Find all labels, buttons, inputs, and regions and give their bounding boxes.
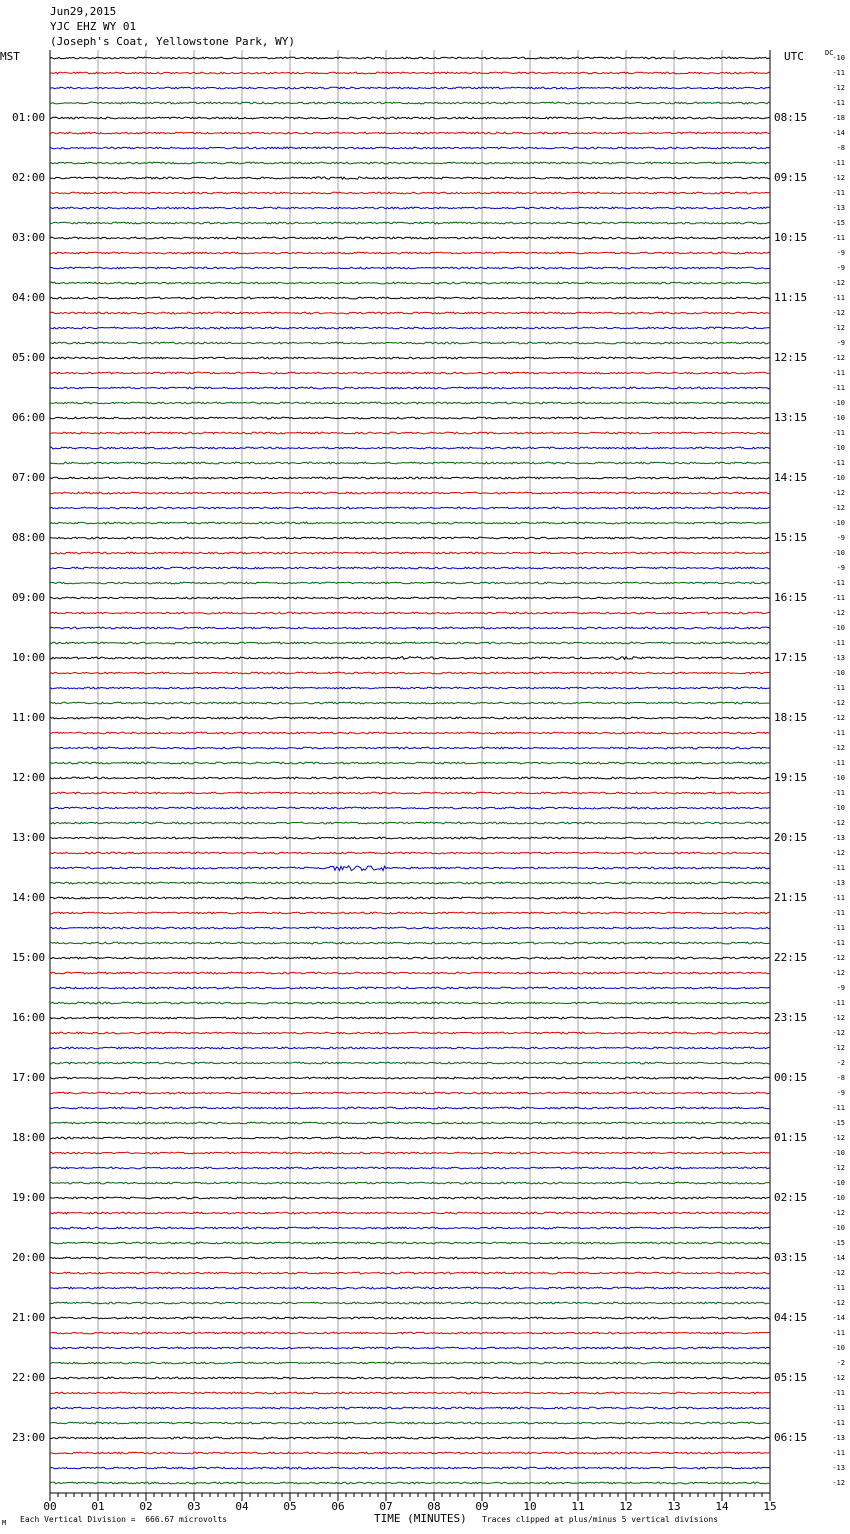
trace-64	[50, 1017, 770, 1019]
trace-21	[50, 372, 770, 374]
right-hour-label: 01:15	[774, 1131, 808, 1144]
left-hour-label: 14:00	[12, 891, 46, 904]
trace-5	[50, 132, 770, 134]
trace-39	[50, 642, 770, 644]
trace-88	[50, 1377, 770, 1379]
dc-offset-label: -12	[832, 1014, 845, 1022]
trace-74	[50, 1167, 770, 1169]
trace-83	[50, 1302, 770, 1304]
x-tick-label: 07	[379, 1500, 393, 1513]
right-hour-label: 19:15	[774, 771, 808, 784]
dc-offset-label: -9	[836, 534, 845, 542]
trace-49	[50, 792, 770, 794]
trace-50	[50, 807, 770, 809]
dc-offset-label: -10	[832, 804, 845, 812]
dc-offset-label: -12	[832, 1479, 845, 1487]
dc-offset-label: -11	[832, 159, 845, 167]
right-hour-label: 06:15	[774, 1431, 808, 1444]
trace-40	[50, 657, 770, 660]
trace-42	[50, 687, 770, 689]
dc-offset-label: -12	[832, 1134, 845, 1142]
trace-58	[50, 927, 770, 929]
right-hour-label: 23:15	[774, 1011, 808, 1024]
dc-offset-label: -12	[832, 354, 845, 362]
trace-3	[50, 102, 770, 104]
trace-51	[50, 822, 770, 824]
left-hour-label: 03:00	[12, 231, 46, 244]
trace-34	[50, 567, 770, 569]
trace-9	[50, 192, 770, 194]
dc-offset-label: -12	[832, 699, 845, 707]
trace-61	[50, 972, 770, 974]
trace-68	[50, 1077, 770, 1079]
dc-offset-label: -10	[832, 549, 845, 557]
trace-65	[50, 1032, 770, 1034]
left-hour-label: 05:00	[12, 351, 46, 364]
left-hour-label: 08:00	[12, 531, 46, 544]
dc-offset-label: -10	[832, 669, 845, 677]
dc-offset-label: -12	[832, 309, 845, 317]
trace-27	[50, 462, 770, 464]
left-hour-label: 21:00	[12, 1311, 46, 1324]
trace-17	[50, 312, 770, 314]
trace-18	[50, 327, 770, 329]
dc-offset-label: -11	[832, 429, 845, 437]
right-hour-label: 08:15	[774, 111, 808, 124]
trace-93	[50, 1452, 770, 1454]
right-hour-label: 22:15	[774, 951, 808, 964]
dc-offset-label: -9	[836, 984, 845, 992]
left-hour-label: 11:00	[12, 711, 46, 724]
right-hour-label: 03:15	[774, 1251, 808, 1264]
dc-offset-label: -10	[832, 54, 845, 62]
dc-title: DC	[825, 49, 834, 57]
dc-offset-label: -9	[836, 564, 845, 572]
trace-47	[50, 762, 770, 764]
left-hour-label: 02:00	[12, 171, 46, 184]
trace-92	[50, 1437, 770, 1439]
dc-offset-label: -10	[832, 1149, 845, 1157]
trace-72	[50, 1137, 770, 1139]
dc-offset-label: -12	[832, 609, 845, 617]
dc-offset-label: -9	[836, 1089, 845, 1097]
dc-offset-label: -15	[832, 219, 845, 227]
trace-80	[50, 1257, 770, 1259]
dc-offset-label: -11	[832, 594, 845, 602]
trace-14	[50, 267, 770, 269]
dc-offset-label: -12	[832, 504, 845, 512]
trace-10	[50, 207, 770, 209]
dc-offset-label: -11	[832, 1419, 845, 1427]
dc-offset-label: -12	[832, 1209, 845, 1217]
dc-offset-label: -12	[832, 1029, 845, 1037]
trace-19	[50, 342, 770, 344]
x-tick-label: 03	[187, 1500, 201, 1513]
dc-offset-label: -12	[832, 954, 845, 962]
trace-85	[50, 1332, 770, 1334]
dc-offset-label: -11	[832, 579, 845, 587]
right-hour-label: 00:15	[774, 1071, 808, 1084]
trace-13	[50, 252, 770, 254]
dc-offset-label: -11	[832, 369, 845, 377]
trace-84	[50, 1317, 770, 1319]
trace-89	[50, 1392, 770, 1394]
dc-offset-label: -11	[832, 99, 845, 107]
dc-offset-label: -10	[832, 519, 845, 527]
x-tick-label: 06	[331, 1500, 345, 1513]
dc-offset-label: -11	[832, 1329, 845, 1337]
trace-95	[50, 1482, 770, 1484]
dc-offset-label: -13	[832, 879, 845, 887]
trace-11	[50, 222, 770, 224]
right-hour-label: 10:15	[774, 231, 808, 244]
x-tick-label: 00	[43, 1500, 57, 1513]
trace-25	[50, 432, 770, 434]
dc-offset-label: -12	[832, 1164, 845, 1172]
trace-43	[50, 702, 770, 704]
dc-offset-label: -11	[832, 459, 845, 467]
dc-offset-label: -12	[832, 1299, 845, 1307]
left-hour-label: 13:00	[12, 831, 46, 844]
trace-77	[50, 1212, 770, 1214]
dc-offset-label: -11	[832, 924, 845, 932]
right-hour-label: 02:15	[774, 1191, 808, 1204]
dc-offset-label: -11	[832, 789, 845, 797]
right-hour-label: 14:15	[774, 471, 808, 484]
left-hour-label: 17:00	[12, 1071, 46, 1084]
left-hour-label: 07:00	[12, 471, 46, 484]
trace-53	[50, 852, 770, 854]
left-hour-label: 16:00	[12, 1011, 46, 1024]
dc-offset-label: -12	[832, 714, 845, 722]
dc-offset-label: -12	[832, 279, 845, 287]
dc-offset-label: -10	[832, 1224, 845, 1232]
right-hour-label: 11:15	[774, 291, 808, 304]
right-hour-label: 04:15	[774, 1311, 808, 1324]
trace-86	[50, 1347, 770, 1349]
dc-offset-label: -11	[832, 1104, 845, 1112]
trace-6	[50, 147, 770, 149]
dc-offset-label: -10	[832, 1194, 845, 1202]
x-tick-label: 14	[715, 1500, 729, 1513]
trace-70	[50, 1107, 770, 1109]
dc-offset-label: -11	[832, 1449, 845, 1457]
dc-offset-label: -12	[832, 174, 845, 182]
dc-offset-label: -11	[832, 729, 845, 737]
right-hour-label: 16:15	[774, 591, 808, 604]
trace-54	[50, 866, 770, 871]
left-hour-label: 04:00	[12, 291, 46, 304]
trace-33	[50, 552, 770, 554]
dc-offset-label: -12	[832, 84, 845, 92]
trace-75	[50, 1182, 770, 1184]
trace-35	[50, 582, 770, 584]
division-note: Each Vertical Division = 666.67 microvolts	[20, 1515, 228, 1524]
right-axis-title: UTC	[784, 50, 804, 63]
x-tick-label: 04	[235, 1500, 249, 1513]
trace-15	[50, 282, 770, 284]
trace-12	[50, 237, 770, 239]
dc-offset-label: -11	[832, 1404, 845, 1412]
dc-offset-label: -11	[832, 864, 845, 872]
dc-offset-label: -15	[832, 1119, 845, 1127]
trace-73	[50, 1152, 770, 1154]
time-gridlines	[50, 50, 770, 1493]
trace-36	[50, 597, 770, 599]
dc-offset-label: -14	[832, 1254, 845, 1262]
trace-0	[50, 57, 770, 59]
dc-offset-label: -14	[832, 129, 845, 137]
trace-group	[50, 57, 770, 1484]
dc-offset-label: -10	[832, 774, 845, 782]
left-hour-label: 10:00	[12, 651, 46, 664]
dc-offset-label: -9	[836, 249, 845, 257]
dc-offset-label: -15	[832, 1239, 845, 1247]
dc-offset-label: -10	[832, 474, 845, 482]
trace-71	[50, 1122, 770, 1124]
dc-offset-label: -11	[832, 234, 845, 242]
dc-offset-label: -9	[836, 339, 845, 347]
station-code: YJC EHZ WY 01	[50, 20, 137, 33]
dc-offset-label: -11	[832, 759, 845, 767]
left-hour-label: 22:00	[12, 1371, 46, 1384]
right-hour-label: 12:15	[774, 351, 808, 364]
trace-78	[50, 1227, 770, 1229]
dc-offset-label: -11	[832, 999, 845, 1007]
time-axis	[43, 1493, 776, 1513]
clip-note: Traces clipped at plus/minus 5 vertical divisions	[482, 1515, 719, 1524]
dc-offset-label: -13	[832, 204, 845, 212]
dc-offset-label: -12	[832, 324, 845, 332]
trace-38	[50, 627, 770, 629]
left-hour-label: 20:00	[12, 1251, 46, 1264]
right-hour-label: 20:15	[774, 831, 808, 844]
trace-2	[50, 87, 770, 89]
trace-55	[50, 882, 770, 884]
trace-82	[50, 1287, 770, 1289]
trace-94	[50, 1467, 770, 1469]
left-hour-label: 09:00	[12, 591, 46, 604]
trace-60	[50, 957, 770, 959]
dc-offset-label: -12	[832, 489, 845, 497]
dc-offset-label: -11	[832, 894, 845, 902]
dc-offset-label: -14	[832, 1314, 845, 1322]
dc-offset-label: -2	[836, 1359, 845, 1367]
trace-45	[50, 732, 770, 734]
trace-1	[50, 72, 770, 74]
left-hour-label: 18:00	[12, 1131, 46, 1144]
trace-23	[50, 402, 770, 404]
trace-56	[50, 897, 770, 899]
x-tick-label: 05	[283, 1500, 297, 1513]
dc-offset-label: -11	[832, 909, 845, 917]
trace-90	[50, 1407, 770, 1409]
dc-offset-label: -10	[832, 624, 845, 632]
right-hour-label: 17:15	[774, 651, 808, 664]
x-tick-label: 12	[619, 1500, 633, 1513]
right-hour-label: 21:15	[774, 891, 808, 904]
dc-offset-label: -11	[832, 684, 845, 692]
trace-66	[50, 1047, 770, 1049]
left-hour-label: 19:00	[12, 1191, 46, 1204]
left-hour-label: 06:00	[12, 411, 46, 424]
left-hour-label: 01:00	[12, 111, 46, 124]
x-tick-label: 09	[475, 1500, 489, 1513]
trace-7	[50, 162, 770, 164]
trace-76	[50, 1197, 770, 1199]
trace-24	[50, 417, 770, 419]
x-tick-label: 13	[667, 1500, 681, 1513]
dc-offset-label: -13	[832, 654, 845, 662]
x-tick-label: 10	[523, 1500, 537, 1513]
dc-offset-label: -11	[832, 384, 845, 392]
x-tick-label: 08	[427, 1500, 441, 1513]
dc-offset-label: -13	[832, 834, 845, 842]
trace-52	[50, 837, 770, 839]
left-hour-label: 12:00	[12, 771, 46, 784]
dc-offset-label: -11	[832, 639, 845, 647]
left-hour-label: 15:00	[12, 951, 46, 964]
trace-63	[50, 1002, 770, 1004]
station-location: (Joseph's Coat, Yellowstone Park, WY)	[50, 35, 296, 48]
dc-offset-label: -8	[836, 1074, 845, 1082]
left-axis-title: MST	[0, 50, 20, 63]
right-hour-label: 13:15	[774, 411, 808, 424]
dc-offset-label: -10	[832, 414, 845, 422]
trace-16	[50, 297, 770, 299]
right-hour-label: 18:15	[774, 711, 808, 724]
trace-46	[50, 747, 770, 749]
dc-offset-label: -11	[832, 294, 845, 302]
trace-4	[50, 117, 770, 119]
dc-offset-label: -12	[832, 744, 845, 752]
x-tick-label: 11	[571, 1500, 585, 1513]
x-tick-label: 15	[763, 1500, 777, 1513]
dc-offset-label: -12	[832, 819, 845, 827]
trace-69	[50, 1092, 770, 1094]
trace-29	[50, 492, 770, 494]
dc-offset-label: -11	[832, 1389, 845, 1397]
dc-offset-label: -10	[832, 444, 845, 452]
trace-59	[50, 942, 770, 944]
trace-37	[50, 612, 770, 614]
trace-44	[50, 717, 770, 719]
trace-79	[50, 1242, 770, 1244]
dc-offset-label: -12	[832, 849, 845, 857]
trace-67	[50, 1062, 770, 1064]
dc-offset-label: -12	[832, 1269, 845, 1277]
corner-mark: M	[2, 1519, 7, 1527]
plot-date: Jun29,2015	[50, 5, 117, 18]
dc-offset-label: -11	[832, 939, 845, 947]
dc-offset-label: -13	[832, 1464, 845, 1472]
trace-62	[50, 987, 770, 989]
trace-20	[50, 357, 770, 359]
trace-28	[50, 477, 770, 479]
dc-offset-label: -10	[832, 1179, 845, 1187]
dc-offset-label: -10	[832, 1344, 845, 1352]
trace-26	[50, 447, 770, 449]
dc-offset-label: -18	[832, 114, 845, 122]
dc-offset-label: -11	[832, 69, 845, 77]
x-tick-label: 02	[139, 1500, 153, 1513]
dc-offset-label: -13	[832, 1434, 845, 1442]
trace-48	[50, 777, 770, 779]
dc-offset-label: -2	[836, 1059, 845, 1067]
right-hour-label: 05:15	[774, 1371, 808, 1384]
right-hour-label: 09:15	[774, 171, 808, 184]
trace-81	[50, 1272, 770, 1274]
trace-30	[50, 507, 770, 509]
trace-41	[50, 672, 770, 674]
trace-31	[50, 522, 770, 524]
left-hour-label: 23:00	[12, 1431, 46, 1444]
trace-8	[50, 177, 770, 179]
dc-offset-label: -11	[832, 1284, 845, 1292]
right-hour-label: 15:15	[774, 531, 808, 544]
dc-offset-label: -11	[832, 189, 845, 197]
trace-91	[50, 1422, 770, 1424]
x-tick-label: 01	[91, 1500, 105, 1513]
dc-offset-label: -10	[832, 399, 845, 407]
trace-87	[50, 1362, 770, 1364]
trace-57	[50, 912, 770, 914]
dc-offset-label: -12	[832, 1374, 845, 1382]
trace-32	[50, 537, 770, 539]
dc-offset-label: -12	[832, 1044, 845, 1052]
dc-offset-label: -8	[836, 144, 845, 152]
dc-offset-label: -12	[832, 969, 845, 977]
trace-22	[50, 387, 770, 389]
dc-offset-label: -9	[836, 264, 845, 272]
x-axis-label: TIME (MINUTES)	[374, 1512, 467, 1525]
